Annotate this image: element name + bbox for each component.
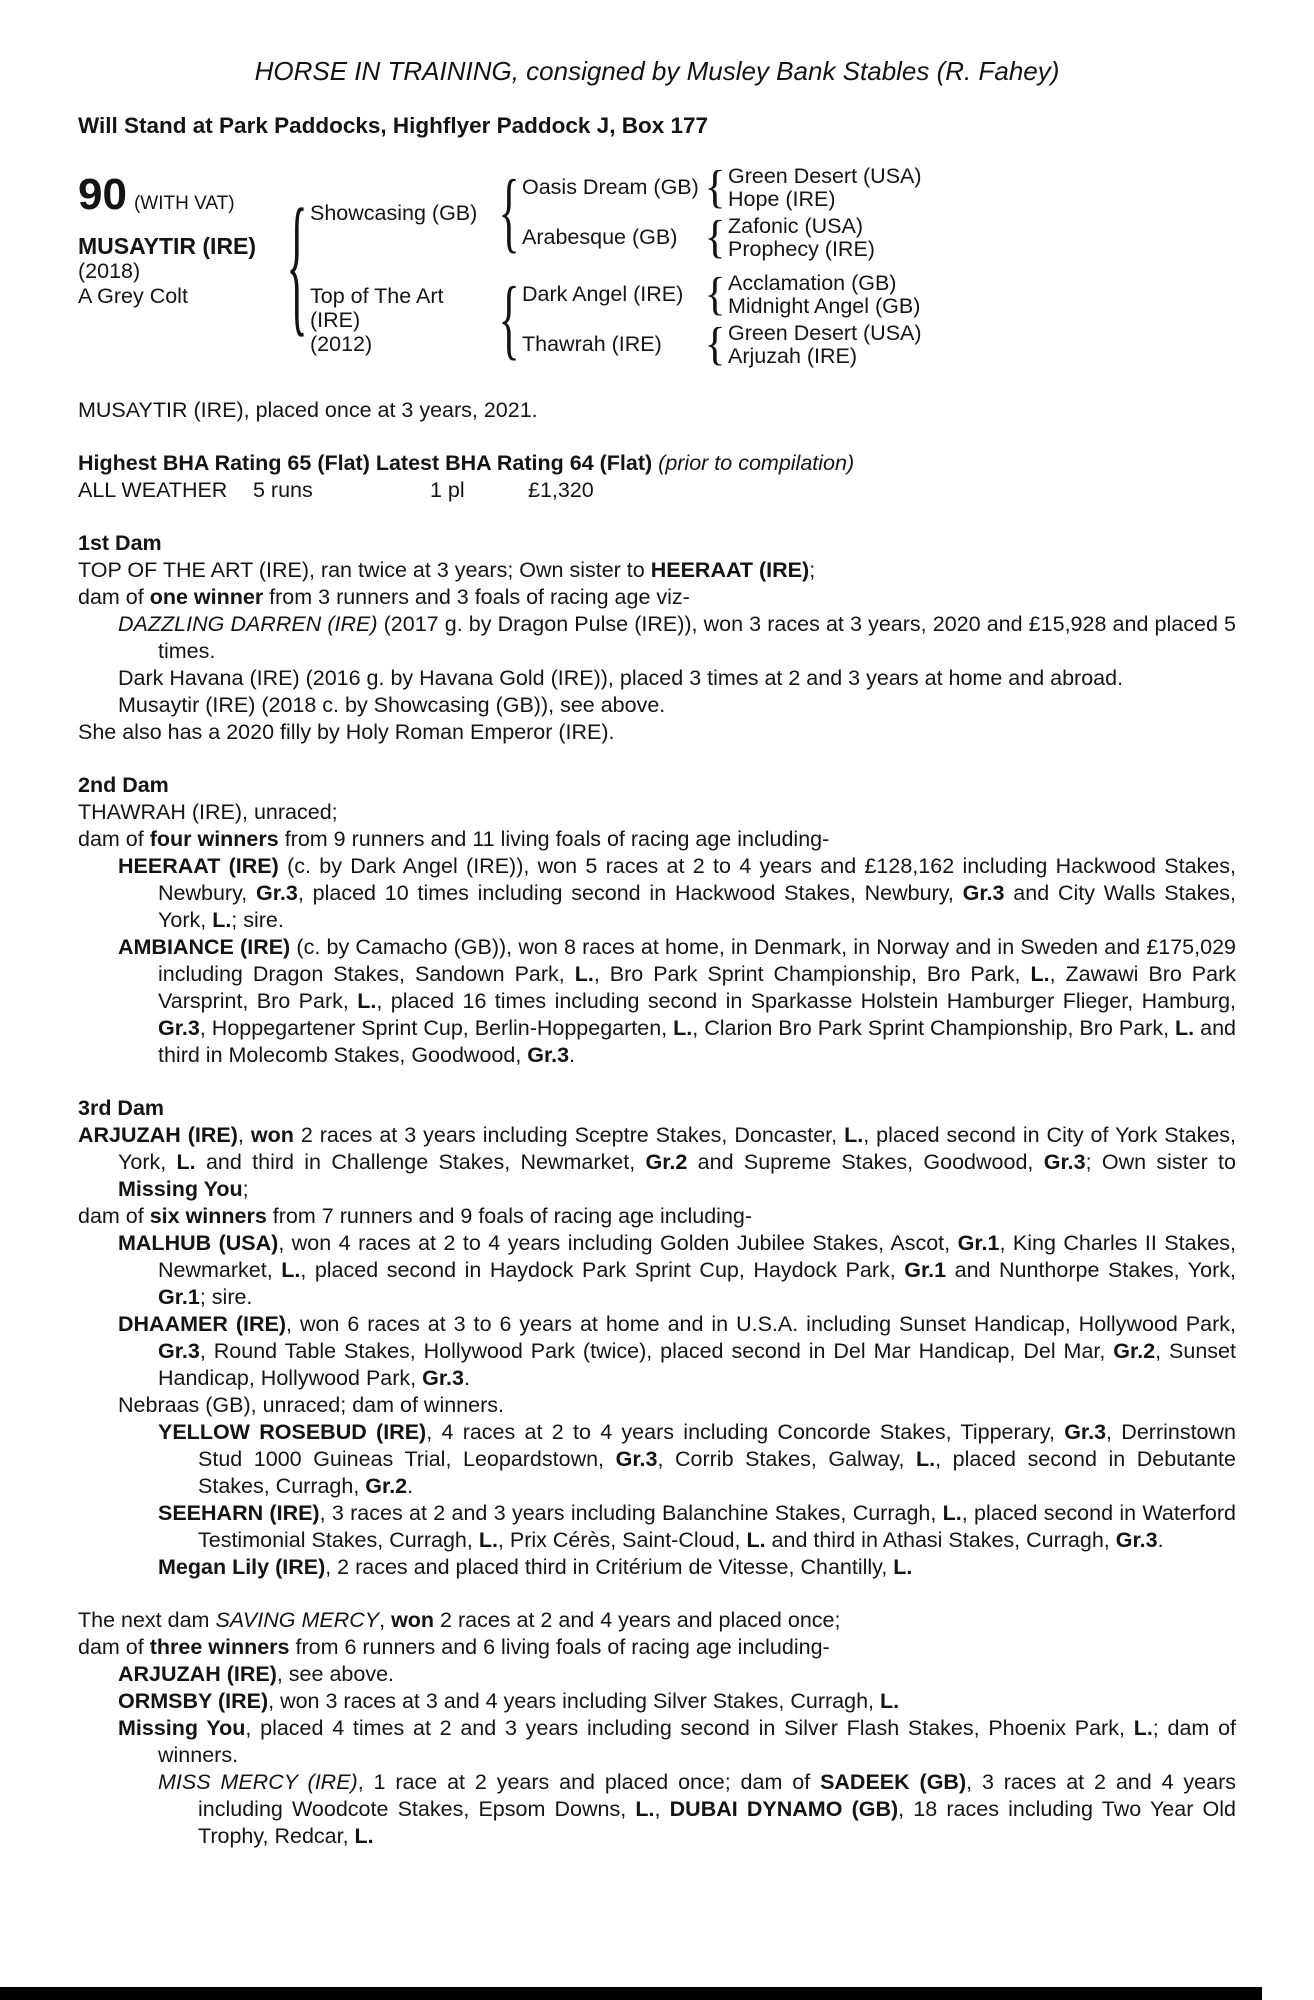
sire-dam-branch bbox=[522, 215, 922, 260]
rating-col: 5 runs bbox=[253, 478, 313, 502]
brace-generation-1 bbox=[284, 244, 310, 288]
para-2nd-dam-count: dam of four winners from 9 runners and 11 living foals of racing age including- bbox=[78, 827, 830, 851]
para-dazzling-darren: DAZZLING DARREN (IRE) (2017 g. by Dragon Pulse (IRE)), won 3 races at 3 years, 2020 and £15,928 and placed 5 times. bbox=[118, 612, 1236, 663]
para-dark-havana: Dark Havana (IRE) (2016 g. by Havana Gold (IRE)), placed 3 times at 2 and 3 years at home and abroad. bbox=[118, 666, 1124, 690]
para-race-record: MUSAYTIR (IRE), placed once at 3 years, 2021. bbox=[78, 398, 538, 422]
para-missing-you: Missing You, placed 4 times at 2 and 3 years including second in Silver Flash Stakes, Phoenix Park, L.; dam of winners. bbox=[118, 1716, 1236, 1767]
dam-branch bbox=[310, 272, 922, 367]
brace-sire-parents bbox=[496, 191, 522, 235]
g3-name: Midnight Angel (GB) bbox=[728, 293, 921, 318]
para-next-dam-count: dam of three winners from 6 runners and 6 living foals of racing age including- bbox=[78, 1635, 830, 1659]
para-2nd-dam-intro: THAWRAH (IRE), unraced; bbox=[78, 800, 338, 824]
dam-sire-name: Dark Angel (IRE) bbox=[522, 282, 684, 306]
para-ormsby: ORMSBY (IRE), won 3 races at 3 and 4 years including Silver Stakes, Curragh, L. bbox=[118, 1689, 900, 1713]
para-ambiance: AMBIANCE (IRE) (c. by Camacho (GB)), won 8 races at home, in Denmark, in Norway and in Sweden and £175,029 including Dragon Stakes, Sandown Park, L., Bro Park Sprint Championship, Bro Park, L., Zawawi Bro Park Varsprint, Bro Park, L., placed 16 times including second in Sparkasse Holstein Hamburger Flieger, Hamburg, Gr.3, Hoppegartener Sprint Cup, Berlin-Hoppegarten, L., Clarion Bro Park Sprint Championship, Bro Park, L. and third in Molecomb Stakes, Goodwood, Gr.3. bbox=[118, 935, 1237, 1067]
catalog-text bbox=[78, 397, 1236, 1850]
dam-dam-name: Thawrah (IRE) bbox=[522, 332, 662, 356]
g3-name: Arjuzah (IRE) bbox=[728, 343, 858, 368]
para-arjuzah: ARJUZAH (IRE), won 2 races at 3 years including Sceptre Stakes, Doncaster, L., placed second in City of York Stakes, York, L. and third in Challenge Stakes, Newmarket, Gr.2 and Supreme Stakes, Goodwood, Gr.3; Own sister to Missing You; bbox=[78, 1123, 1236, 1201]
pedigree-generation-columns bbox=[310, 165, 922, 367]
dam-dam-branch bbox=[522, 322, 922, 367]
para-musaytir: Musaytir (IRE) (2018 c. by Showcasing (GB)), see above. bbox=[118, 693, 666, 717]
horse-color-sex: A Grey Colt bbox=[78, 284, 188, 308]
rating-col: £1,320 bbox=[528, 478, 594, 502]
stand-location-line: Will Stand at Park Paddocks, Highflyer Paddock J, Box 177 bbox=[78, 113, 708, 138]
sire-sire-branch bbox=[522, 165, 922, 210]
brace-dam-parents bbox=[496, 298, 522, 342]
dam-name: Top of The Art (IRE) (2012) bbox=[310, 284, 496, 356]
horse-year: (2018) bbox=[78, 259, 141, 283]
sire-sire-name: Oasis Dream (GB) bbox=[522, 175, 699, 199]
g3-name: Zafonic (USA) bbox=[728, 214, 864, 238]
para-1st-dam-intro: TOP OF THE ART (IRE), ran twice at 3 years; Own sister to HEERAAT (IRE); bbox=[78, 558, 816, 582]
sire-branch bbox=[310, 165, 922, 260]
brace-g3-pair-3 bbox=[702, 273, 728, 317]
lot-number-row bbox=[78, 170, 284, 219]
para-next-dam: The next dam SAVING MERCY, won 2 races at 2 and 4 years and placed once; bbox=[78, 1608, 841, 1632]
g3-name: Acclamation (GB) bbox=[728, 271, 897, 295]
para-nebraas: Nebraas (GB), unraced; dam of winners. bbox=[118, 1393, 504, 1417]
rating-col: ALL WEATHER bbox=[78, 478, 228, 502]
page-edge-bar bbox=[0, 1987, 1262, 2000]
lot-vat-note: (WITH VAT) bbox=[133, 193, 235, 214]
para-miss-mercy: MISS MERCY (IRE), 1 race at 2 years and placed once; dam of SADEEK (GB), 3 races at 2 and 4 years including Woodcote Stakes, Epsom Downs, L., DUBAI DYNAMO (GB), 18 races including Two Year Old Trophy, Redcar, L. bbox=[158, 1770, 1236, 1848]
para-1st-dam-count: dam of one winner from 3 runners and 3 foals of racing age viz- bbox=[78, 585, 690, 609]
g3-name: Prophecy (IRE) bbox=[728, 236, 875, 261]
para-heeraat: HEERAAT (IRE) (c. by Dark Angel (IRE)), won 5 races at 2 to 4 years and £128,162 including Hackwood Stakes, Newbury, Gr.3, placed 10 times including second in Hackwood Stakes, Newbury, Gr.3 and City Walls Stakes, York, L.; sire. bbox=[118, 854, 1237, 932]
g3-name: Green Desert (USA) bbox=[728, 164, 922, 188]
heading-3rd-dam: 3rd Dam bbox=[78, 1096, 165, 1120]
dam-year: (2012) bbox=[310, 331, 373, 356]
para-3rd-dam-count: dam of six winners from 7 runners and 9 foals of racing age including- bbox=[78, 1204, 753, 1228]
heading-1st-dam: 1st Dam bbox=[78, 531, 162, 555]
brace-g3-pair-2 bbox=[702, 216, 728, 260]
para-dhaamer: DHAAMER (IRE), won 6 races at 3 to 6 years at home and in U.S.A. including Sunset Handicap, Hollywood Park, Gr.3, Round Table Stakes, Hollywood Park (twice), placed second in Del Mar Handicap, Del Mar, Gr.2, Sunset Handicap, Hollywood Park, Gr.3. bbox=[118, 1312, 1236, 1390]
para-megan-lily: Megan Lily (IRE), 2 races and placed third in Critérium de Vitesse, Chantilly, L. bbox=[158, 1555, 913, 1579]
pedigree-table bbox=[78, 165, 1236, 367]
para-2020-filly: She also has a 2020 filly by Holy Roman Emperor (IRE). bbox=[78, 720, 615, 744]
para-yellow-rosebud: YELLOW ROSEBUD (IRE), 4 races at 2 to 4 years including Concorde Stakes, Tipperary, Gr.3, Derrinstown Stud 1000 Guineas Trial, Leopardstown, Gr.3, Corrib Stakes, Galway, L., placed second in Debutante Stakes, Curragh, Gr.2. bbox=[158, 1420, 1237, 1498]
sire-dam-name: Arabesque (GB) bbox=[522, 225, 678, 249]
brace-g3-pair-4 bbox=[702, 323, 728, 367]
g3-name: Green Desert (USA) bbox=[728, 321, 922, 345]
g3-name: Hope (IRE) bbox=[728, 186, 836, 211]
para-seeharn: SEEHARN (IRE), 3 races at 2 and 3 years including Balanchine Stakes, Curragh, L., placed second in Waterford Testimonial Stakes, Curragh, L., Prix Cérès, Saint-Cloud, L. and third in Athasi Stakes, Curragh, Gr.3. bbox=[158, 1501, 1236, 1552]
lot-block bbox=[78, 165, 284, 309]
rating-row bbox=[78, 477, 1236, 504]
horse-name: MUSAYTIR (IRE) bbox=[78, 233, 257, 259]
para-bha-rating: Highest BHA Rating 65 (Flat) Latest BHA Rating 64 (Flat) (prior to compilation) bbox=[78, 451, 855, 475]
para-malhub: MALHUB (USA), won 4 races at 2 to 4 years including Golden Jubilee Stakes, Ascot, Gr.1, King Charles II Stakes, Newmarket, L., placed second in Haydock Park Sprint Cup, Haydock Park, Gr.1 and Nunthorpe Stakes, York, Gr.1; sire. bbox=[118, 1231, 1236, 1309]
lot-number: 90 bbox=[78, 170, 127, 219]
para-arjuzah-see-above: ARJUZAH (IRE), see above. bbox=[118, 1662, 394, 1686]
heading-2nd-dam: 2nd Dam bbox=[78, 773, 169, 797]
rating-col: 1 pl bbox=[430, 478, 465, 502]
dam-sire-branch bbox=[522, 272, 922, 317]
page-title: HORSE IN TRAINING, consigned by Musley Bank Stables (R. Fahey) bbox=[254, 56, 1060, 86]
brace-g3-pair-1 bbox=[702, 166, 728, 210]
sire-name: Showcasing (GB) bbox=[310, 200, 478, 225]
